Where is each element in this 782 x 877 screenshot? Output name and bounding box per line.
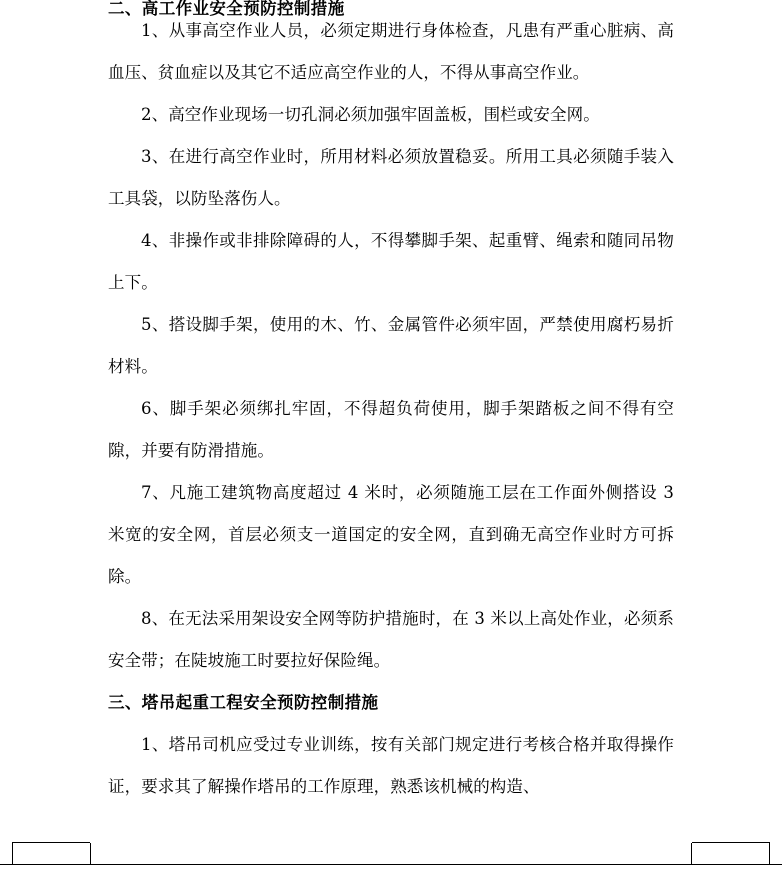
page-border-right bbox=[769, 843, 770, 865]
page-border-corner-right bbox=[692, 842, 770, 843]
page-border-corner-left bbox=[12, 842, 90, 843]
page-border-corner-right-vertical bbox=[691, 843, 692, 865]
paragraph: 3、在进行高空作业时，所用材料必须放置稳妥。所用工具必须随手装入工具袋，以防坠落伤人。 bbox=[108, 147, 674, 208]
paragraph: 7、凡施工建筑物高度超过 4 米时，必须随施工层在工作面外侧搭设 3 米宽的安全网，首层必须支一道国定的安全网，直到确无高空作业时方可拆除。 bbox=[108, 483, 674, 586]
paragraph: 1、塔吊司机应受过专业训练，按有关部门规定进行考核合格并取得操作证，要求其了解操作塔吊的工作原理，熟悉该机械的构造、 bbox=[108, 735, 674, 796]
paragraph: 2、高空作业现场一切孔洞必须加强牢固盖板，围栏或安全网。 bbox=[141, 105, 600, 124]
paragraph: 5、搭设脚手架，使用的木、竹、金属管件必须牢固，严禁使用腐朽易折材料。 bbox=[108, 315, 674, 376]
paragraph: 4、非操作或非排除障碍的人，不得攀脚手架、起重臂、绳索和随同吊物上下。 bbox=[108, 231, 674, 292]
paragraph: 6、脚手架必须绑扎牢固，不得超负荷使用，脚手架踏板之间不得有空隙，并要有防滑措施。 bbox=[108, 399, 674, 460]
page-border-bottom bbox=[0, 864, 782, 865]
paragraph: 8、在无法采用架设安全网等防护措施时，在 3 米以上高处作业，必须系安全带；在陡坡施工时要拉好保险绳。 bbox=[108, 609, 674, 670]
section-heading-3: 三、塔吊起重工程安全预防控制措施 bbox=[108, 693, 379, 712]
paragraph: 1、从事高空作业人员，必须定期进行身体检查，凡患有严重心脏病、高血压、贫血症以及其它不适应高空作业的人，不得从事高空作业。 bbox=[108, 21, 674, 82]
document-body bbox=[108, 0, 674, 808]
page-border-left bbox=[12, 843, 13, 865]
section-heading-2: 二、高工作业安全预防控制措施 bbox=[108, 0, 345, 18]
page-border-corner-left-vertical bbox=[90, 843, 91, 865]
